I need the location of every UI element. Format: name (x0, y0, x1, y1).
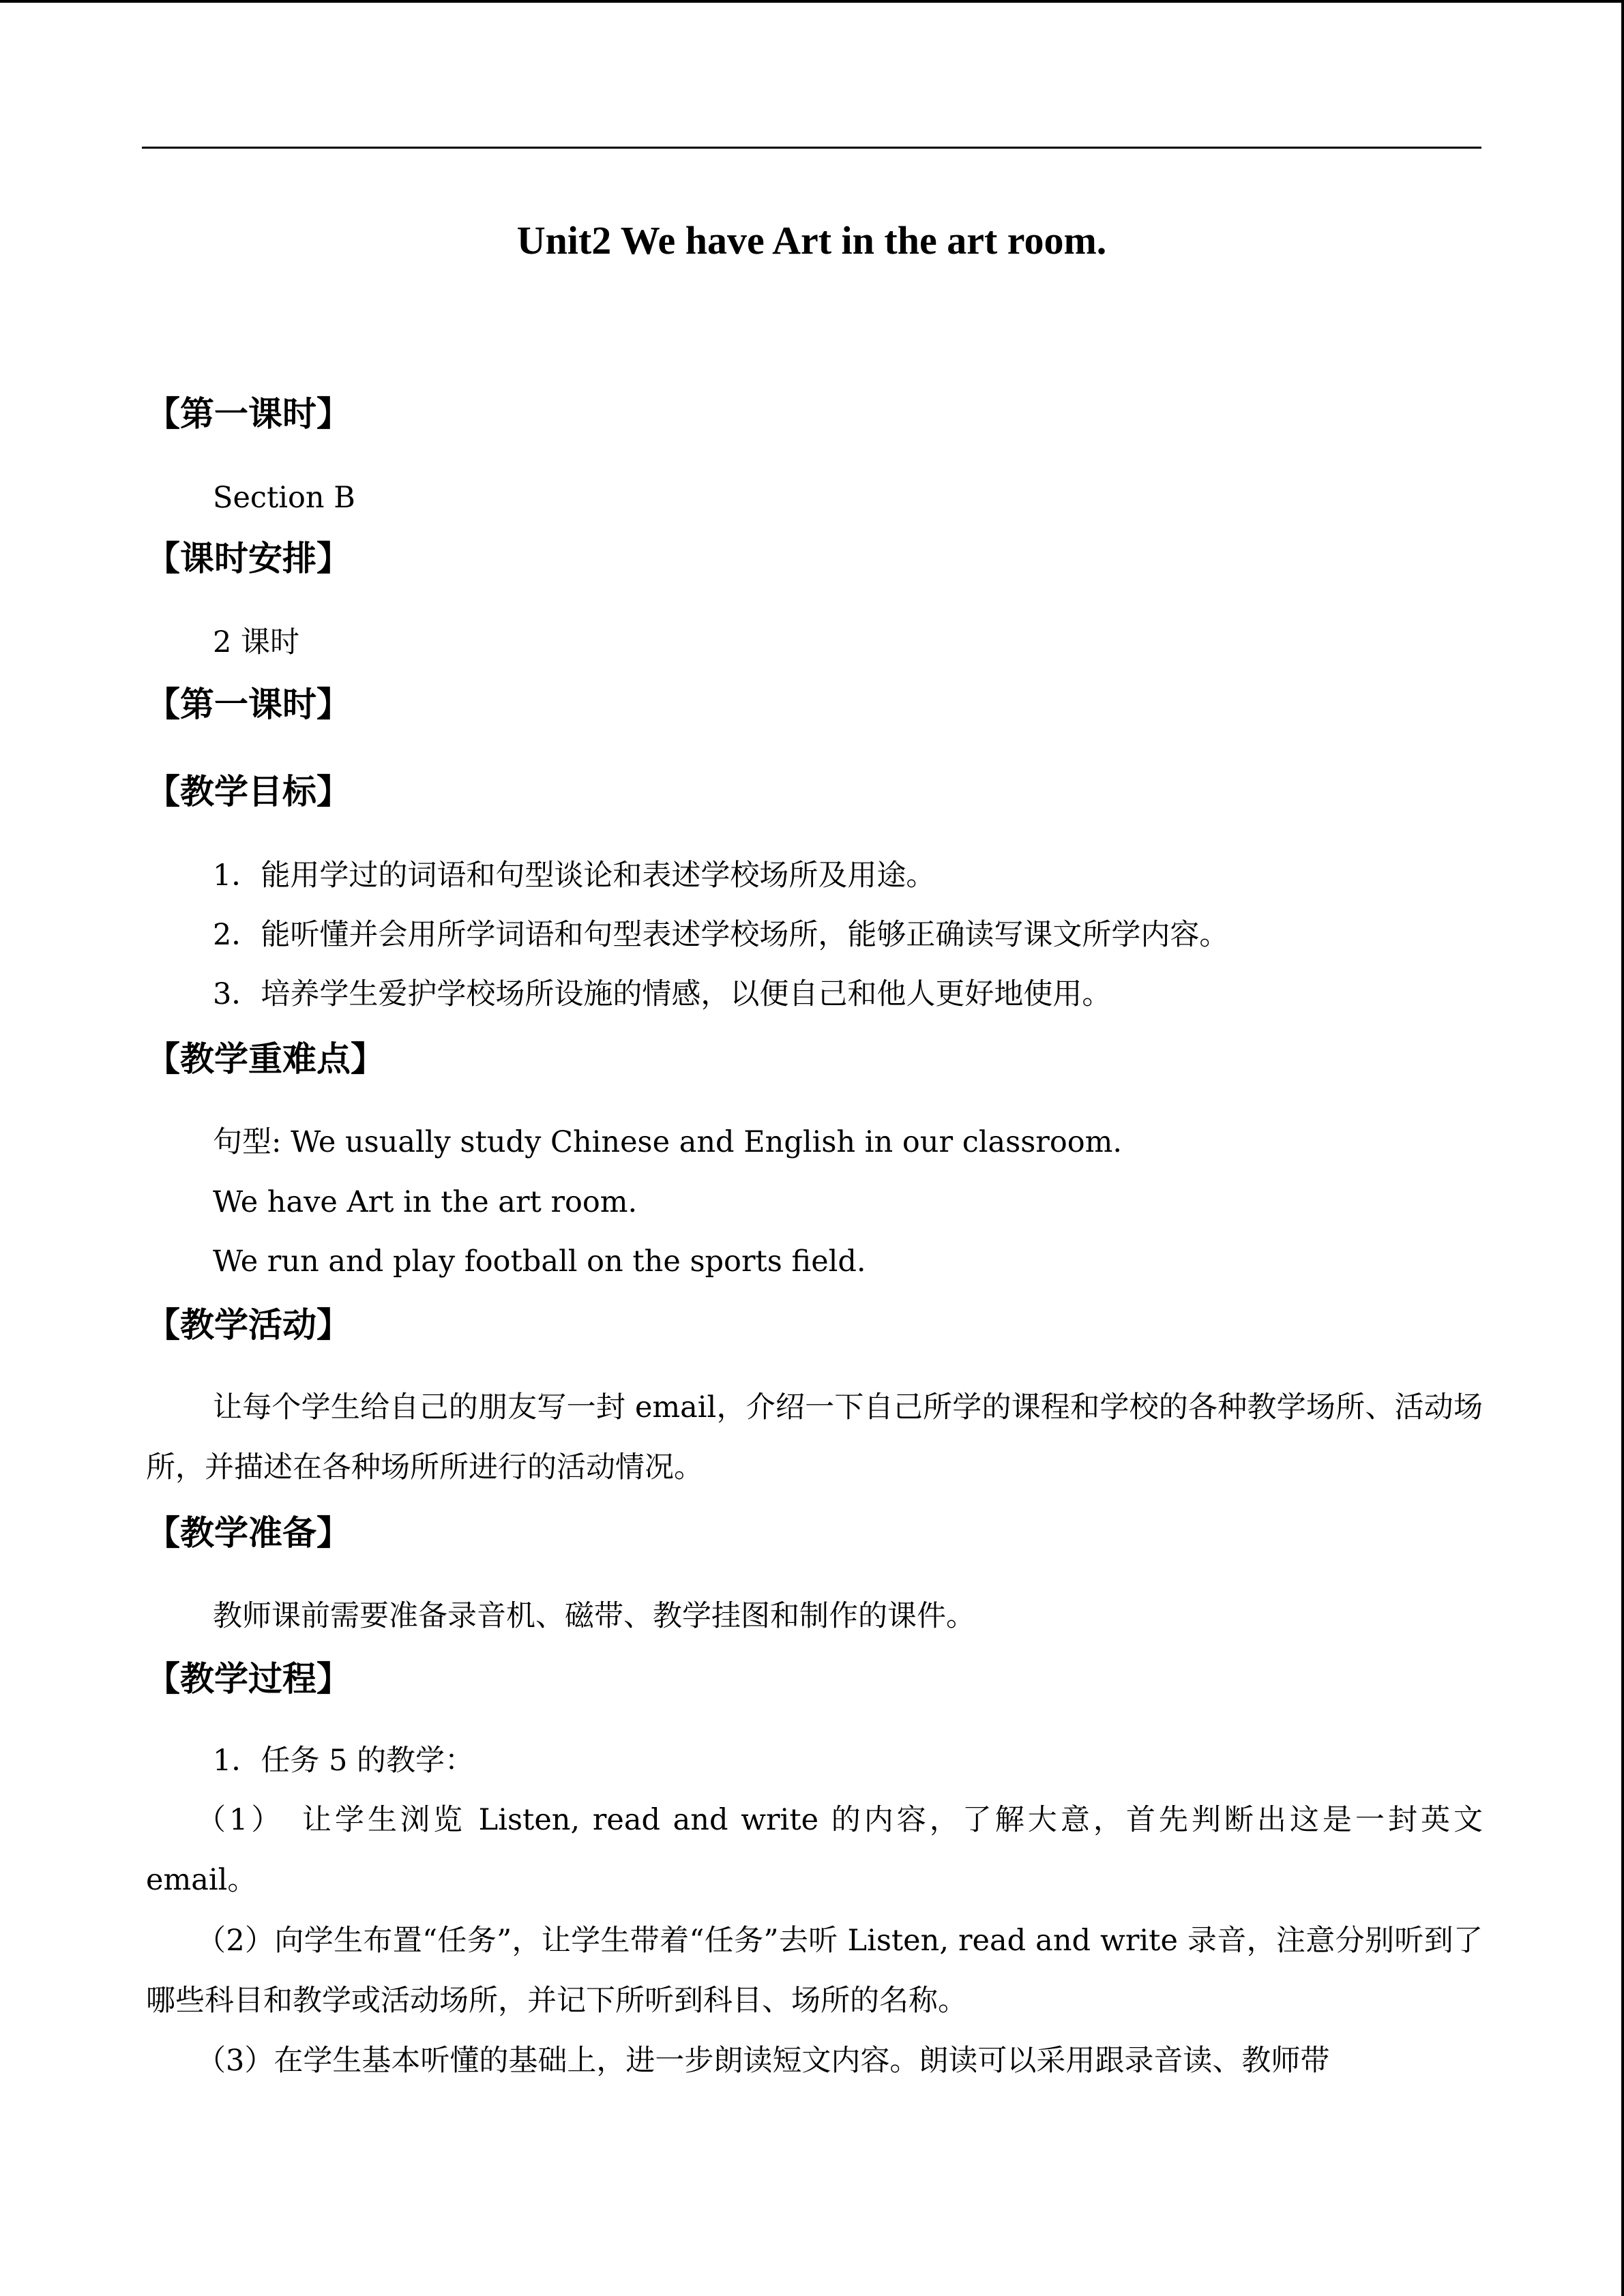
list-item: 1．能用学过的词语和句型谈论和表述学校场所及用途。 (213, 859, 936, 893)
section-heading: 【课时安排】 (146, 539, 351, 578)
process-paragraph: （2）向学生布置“任务”，让学生带着“任务”去听 Listen, read and write 录音，注意分别听到了哪些科目和教学或活动场所，并记下所听到科目、场所的名称。 (146, 1924, 1483, 2018)
document-title: Unit2 We have Art in the art room. (516, 218, 1107, 263)
process-paragraph: （1） 让学生浏览 Listen, read and write 的内容，了解大意，首先判断出这是一封英文 email。 (146, 1803, 1483, 1897)
section-heading: 【教学准备】 (146, 1513, 351, 1553)
sentence-pattern: We have Art in the art room. (213, 1185, 638, 1219)
section-line: Section B (213, 481, 355, 515)
header-rule (142, 147, 1481, 149)
section-heading: 【教学活动】 (146, 1305, 351, 1345)
section-heading: 【教学重难点】 (146, 1039, 385, 1079)
sentence-pattern: We run and play football on the sports field. (213, 1244, 866, 1279)
preparation-text: 教师课前需要准备录音机、磁带、教学挂图和制作的课件。 (213, 1599, 975, 1633)
section-heading: 【教学目标】 (146, 772, 351, 811)
process-paragraph: （3）在学生基本听懂的基础上，进一步朗读短文内容。朗读可以采用跟录音读、教师带 (196, 2044, 1330, 2078)
process-step: 1．任务 5 的教学： (213, 1744, 475, 1778)
section-heading: 【第一课时】 (146, 394, 351, 434)
list-item: 2．能听懂并会用所学词语和句型表述学校场所，能够正确读写课文所学内容。 (213, 918, 1229, 952)
section-heading: 【第一课时】 (146, 685, 351, 724)
list-item: 3．培养学生爱护学校场所设施的情感，以便自己和他人更好地使用。 (213, 977, 1112, 1011)
activity-paragraph: 让每个学生给自己的朋友写一封 email，介绍一下自己所学的课程和学校的各种教学场所、活动场所，并描述在各种场所所进行的活动情况。 (146, 1390, 1483, 1485)
section-heading: 【教学过程】 (146, 1659, 351, 1699)
sentence-pattern: 句型: We usually study Chinese and English in our classroom. (213, 1125, 1123, 1159)
section-line: 2 课时 (213, 625, 300, 659)
page-border-top (0, 0, 1624, 3)
page-border-right (1621, 0, 1624, 2296)
